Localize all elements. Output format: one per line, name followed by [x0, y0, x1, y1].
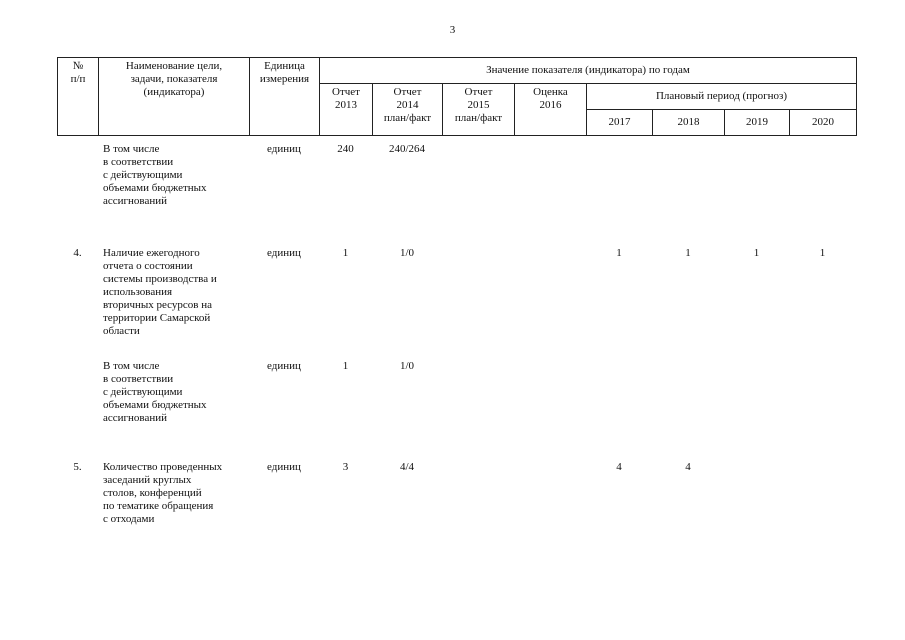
row-2018: 4: [685, 461, 691, 473]
header-2014: [373, 84, 443, 136]
row-2014: 1/0: [399, 247, 415, 259]
header-year-2017: 2017: [587, 110, 653, 136]
row-2020: [789, 461, 856, 541]
row-unit: единиц: [267, 461, 301, 473]
row-2019: [724, 143, 789, 247]
row-name: В том числе в соответствии с действующими объемами бюджетных ассигнований: [103, 360, 207, 424]
row-2017: [586, 143, 652, 247]
row-2017: [586, 360, 652, 461]
row-2015: [442, 143, 514, 247]
row-name: В том числе в соответствии с действующими объемами бюджетных ассигнований: [103, 143, 207, 207]
row-2017: 1: [616, 247, 622, 259]
table-row: [57, 143, 856, 247]
row-num: [57, 143, 98, 247]
row-2016: [514, 247, 586, 360]
row-name: Количество проведенных заседаний круглых столов, конференций по тематике обращения с отходами: [103, 461, 223, 525]
row-2015: [442, 247, 514, 360]
header-2016: Оценка 2016: [515, 84, 587, 136]
table-header: [57, 57, 857, 136]
table-row: [57, 360, 856, 461]
header-plan-group: Плановый период (прогноз): [587, 84, 857, 110]
row-2020: 1: [819, 247, 826, 259]
header-values-group: Значение показателя (индикатора) по годам: [320, 58, 857, 84]
header-2015: [443, 84, 515, 136]
row-2013: 240: [337, 143, 354, 155]
row-unit: единиц: [267, 360, 301, 372]
header-year-2019: 2019: [725, 110, 790, 136]
page-number: 3: [449, 24, 456, 36]
row-name: Наличие ежегодного отчета о состоянии системы производства и использования вторичных ресурсов на территории Самарской области: [103, 247, 217, 337]
row-2018: 1: [685, 247, 691, 259]
row-num: 4.: [73, 247, 82, 259]
row-2016: [514, 143, 586, 247]
header-year-2018: 2018: [653, 110, 725, 136]
row-2020: [789, 143, 856, 247]
row-2018: [652, 143, 724, 247]
row-2017: 4: [616, 461, 622, 473]
row-2013: 1: [342, 247, 349, 259]
row-2015: [442, 461, 514, 541]
row-2016: [514, 360, 586, 461]
header-num: № п/п: [58, 58, 99, 136]
header-unit: Единица измерения: [250, 58, 320, 136]
row-2015: [442, 360, 514, 461]
header-name: Наименование цели, задачи, показателя (индикатора): [99, 58, 250, 136]
row-unit: единиц: [267, 247, 301, 259]
row-2019: 1: [753, 247, 760, 259]
row-2020: [789, 360, 856, 461]
row-2014: 4/4: [399, 461, 415, 473]
row-2013: 1: [342, 360, 349, 372]
row-unit: единиц: [267, 143, 301, 155]
row-2019: [724, 360, 789, 461]
row-2014: 1/0: [399, 360, 415, 372]
row-2013: 3: [342, 461, 349, 473]
header-2014-bottom: план/факт: [383, 112, 432, 124]
table-body: [57, 143, 856, 541]
table-row: [57, 461, 856, 541]
header-2015-bottom: план/факт: [454, 112, 503, 124]
row-2016: [514, 461, 586, 541]
row-2014: 240/264: [388, 143, 426, 155]
row-2019: [724, 461, 789, 541]
row-num: 5.: [73, 461, 82, 473]
header-2013: Отчет 2013: [320, 84, 373, 136]
header-2015-top: Отчет 2015: [464, 86, 493, 111]
table-row: [57, 247, 856, 360]
row-num: [57, 360, 98, 461]
header-2014-top: Отчет 2014: [393, 86, 422, 111]
header-year-2020: 2020: [790, 110, 857, 136]
row-2018: [652, 360, 724, 461]
